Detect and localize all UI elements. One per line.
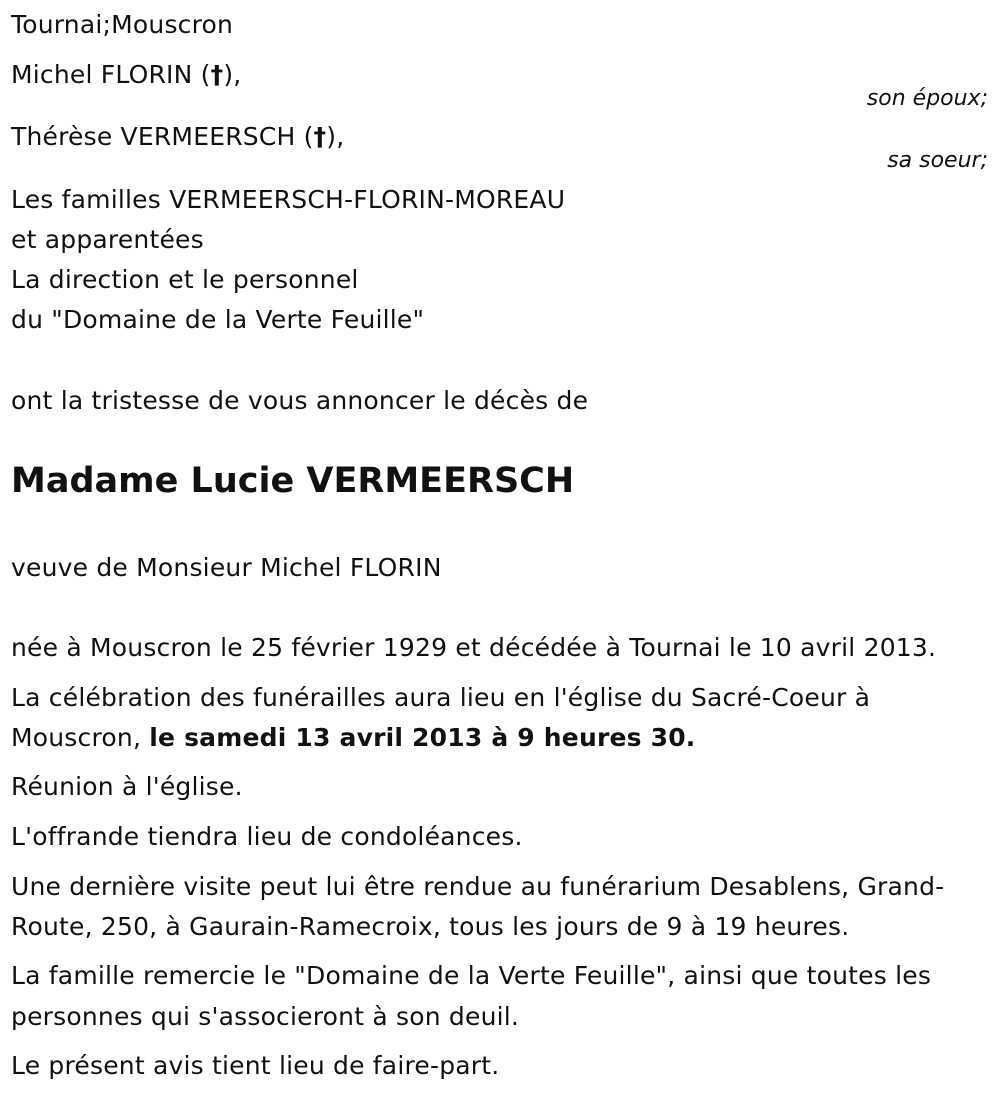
family-line: et apparentées bbox=[11, 225, 204, 254]
relative-husband: Michel FLORIN (†), bbox=[11, 60, 242, 89]
relative-sister: Thérèse VERMEERSCH (†), bbox=[11, 122, 345, 151]
relative-name: Michel FLORIN bbox=[11, 60, 193, 89]
relative-suffix: ), bbox=[326, 122, 345, 151]
deceased-name: Madame Lucie VERMEERSCH bbox=[11, 461, 575, 501]
relation-sister: sa soeur; bbox=[887, 148, 988, 173]
announcement-text: ont la tristesse de vous annoncer le décès de bbox=[11, 386, 589, 415]
location-text: Tournai;Mouscron bbox=[11, 10, 234, 39]
thanks-line-1: La famille remercie le "Domaine de la Verte Feuille", ainsi que toutes les bbox=[11, 961, 932, 990]
funeral-datetime: le samedi 13 avril 2013 à 9 heures 30. bbox=[149, 723, 696, 752]
family-line: du "Domaine de la Verte Feuille" bbox=[11, 305, 425, 334]
notice-text: Le présent avis tient lieu de faire-part. bbox=[11, 1051, 500, 1080]
birth-death-text: née à Mouscron le 25 février 1929 et décédée à Tournai le 10 avril 2013. bbox=[11, 633, 937, 662]
relative-suffix: ), bbox=[223, 60, 242, 89]
meeting-text: Réunion à l'église. bbox=[11, 772, 243, 801]
visit-line-1: Une dernière visite peut lui être rendue au funérarium Desablens, Grand- bbox=[11, 872, 945, 901]
family-line: Les familles VERMEERSCH-FLORIN-MOREAU bbox=[11, 185, 566, 214]
condolences-text: L'offrande tiendra lieu de condoléances. bbox=[11, 822, 523, 851]
visit-line-2: Route, 250, à Gaurain-Ramecroix, tous les jours de 9 à 19 heures. bbox=[11, 912, 850, 941]
thanks-line-2: personnes qui s'associeront à son deuil. bbox=[11, 1002, 520, 1031]
cross-icon: † bbox=[210, 60, 224, 89]
funeral-line-2 bbox=[11, 718, 696, 758]
family-line: La direction et le personnel bbox=[11, 265, 359, 294]
relation-husband: son époux; bbox=[866, 86, 988, 111]
funeral-place: Mouscron, bbox=[11, 723, 150, 752]
funeral-line-1: La célébration des funérailles aura lieu en l'église du Sacré-Coeur à bbox=[11, 683, 871, 712]
cross-icon: † bbox=[313, 122, 327, 151]
relative-name: Thérèse VERMEERSCH bbox=[11, 122, 296, 151]
widow-of-text: veuve de Monsieur Michel FLORIN bbox=[11, 553, 442, 582]
